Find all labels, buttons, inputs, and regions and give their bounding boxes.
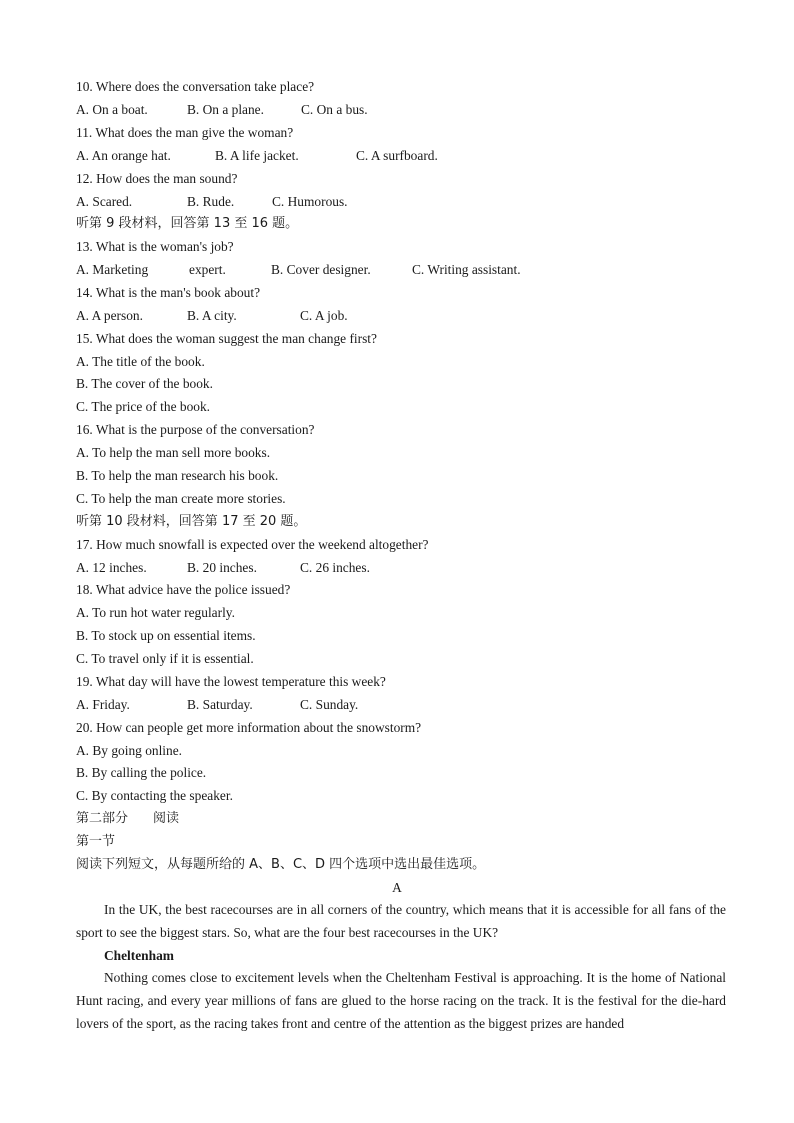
option-b: B. Saturday.	[187, 697, 253, 712]
option-b: B. Cover designer.	[271, 262, 371, 277]
question-14: 14. What is the man's book about?	[76, 285, 261, 300]
option-c: C. Sunday.	[300, 697, 359, 712]
question-15-option-c: C. The price of the book.	[76, 399, 210, 414]
question-16-option-b: B. To help the man research his book.	[76, 468, 279, 483]
option-b: B. Rude.	[187, 194, 235, 209]
option-a: A. Marketing	[76, 262, 149, 277]
option-c: C. On a bus.	[301, 102, 368, 117]
question-18-option-b: B. To stock up on essential items.	[76, 628, 256, 643]
question-16-option-c: C. To help the man create more stories.	[76, 491, 286, 506]
question-18: 18. What advice have the police issued?	[76, 582, 291, 597]
question-20-option-b: B. By calling the police.	[76, 765, 207, 780]
option-c: C. A job.	[300, 308, 348, 323]
option-c: C. A surfboard.	[356, 148, 438, 163]
section-1-heading: 第一节	[76, 834, 116, 849]
option-b: B. 20 inches.	[187, 560, 257, 575]
question-16: 16. What is the purpose of the conversation?	[76, 422, 315, 437]
question-16-option-a: A. To help the man sell more books.	[76, 445, 271, 460]
option-c: C. Writing assistant.	[412, 262, 521, 277]
option-b: B. On a plane.	[187, 102, 264, 117]
option-a-cont: expert.	[189, 262, 226, 277]
section-9-instruction: 听第 9 段材料，回答第 13 至 16 题。	[76, 216, 299, 231]
passage-subheading: Cheltenham	[104, 948, 174, 963]
option-b: B. A life jacket.	[215, 148, 299, 163]
section-10-instruction: 听第 10 段材料，回答第 17 至 20 题。	[76, 514, 307, 529]
option-c: C. 26 inches.	[300, 560, 370, 575]
question-15-option-b: B. The cover of the book.	[76, 376, 213, 391]
passage-paragraph-2: Nothing comes close to excitement levels when the Cheltenham Festival is approaching. It is the home of National Hunt racing, and every year millions of fans are glued to the horse racing on the track. It is the festival for the die-hard lovers of the sport, as the racing takes front and centre of the attention as the biggest prizes are handed	[76, 970, 726, 1031]
part-2-label: 第二部分	[76, 811, 129, 826]
question-19: 19. What day will have the lowest temperature this week?	[76, 674, 386, 689]
question-15: 15. What does the woman suggest the man change first?	[76, 331, 377, 346]
question-18-option-a: A. To run hot water regularly.	[76, 605, 235, 620]
reading-instruction: 阅读下列短文，从每题所给的 A、B、C、D 四个选项中选出最佳选项。	[76, 857, 486, 872]
question-20: 20. How can people get more information about the snowstorm?	[76, 720, 422, 735]
question-18-option-c: C. To travel only if it is essential.	[76, 651, 254, 666]
question-20-option-a: A. By going online.	[76, 743, 183, 758]
question-12: 12. How does the man sound?	[76, 171, 238, 186]
option-a: A. 12 inches.	[76, 560, 147, 575]
question-13: 13. What is the woman's job?	[76, 239, 234, 254]
question-17: 17. How much snowfall is expected over the weekend altogether?	[76, 537, 429, 552]
passage-letter: A	[392, 880, 402, 895]
option-a: A. An orange hat.	[76, 148, 171, 163]
question-11: 11. What does the man give the woman?	[76, 125, 294, 140]
part-2-title: 阅读	[153, 811, 180, 826]
option-b: B. A city.	[187, 308, 237, 323]
option-a: A. On a boat.	[76, 102, 148, 117]
passage-paragraph-1: In the UK, the best racecourses are in all corners of the country, which means that it is accessible for all fans of the sport to see the biggest stars. So, what are the four best racecourses in the UK?	[76, 902, 726, 940]
question-20-option-c: C. By contacting the speaker.	[76, 788, 233, 803]
option-a: A. A person.	[76, 308, 143, 323]
option-a: A. Scared.	[76, 194, 133, 209]
option-a: A. Friday.	[76, 697, 130, 712]
question-15-option-a: A. The title of the book.	[76, 354, 205, 369]
option-c: C. Humorous.	[272, 194, 348, 209]
question-10: 10. Where does the conversation take place?	[76, 79, 315, 94]
